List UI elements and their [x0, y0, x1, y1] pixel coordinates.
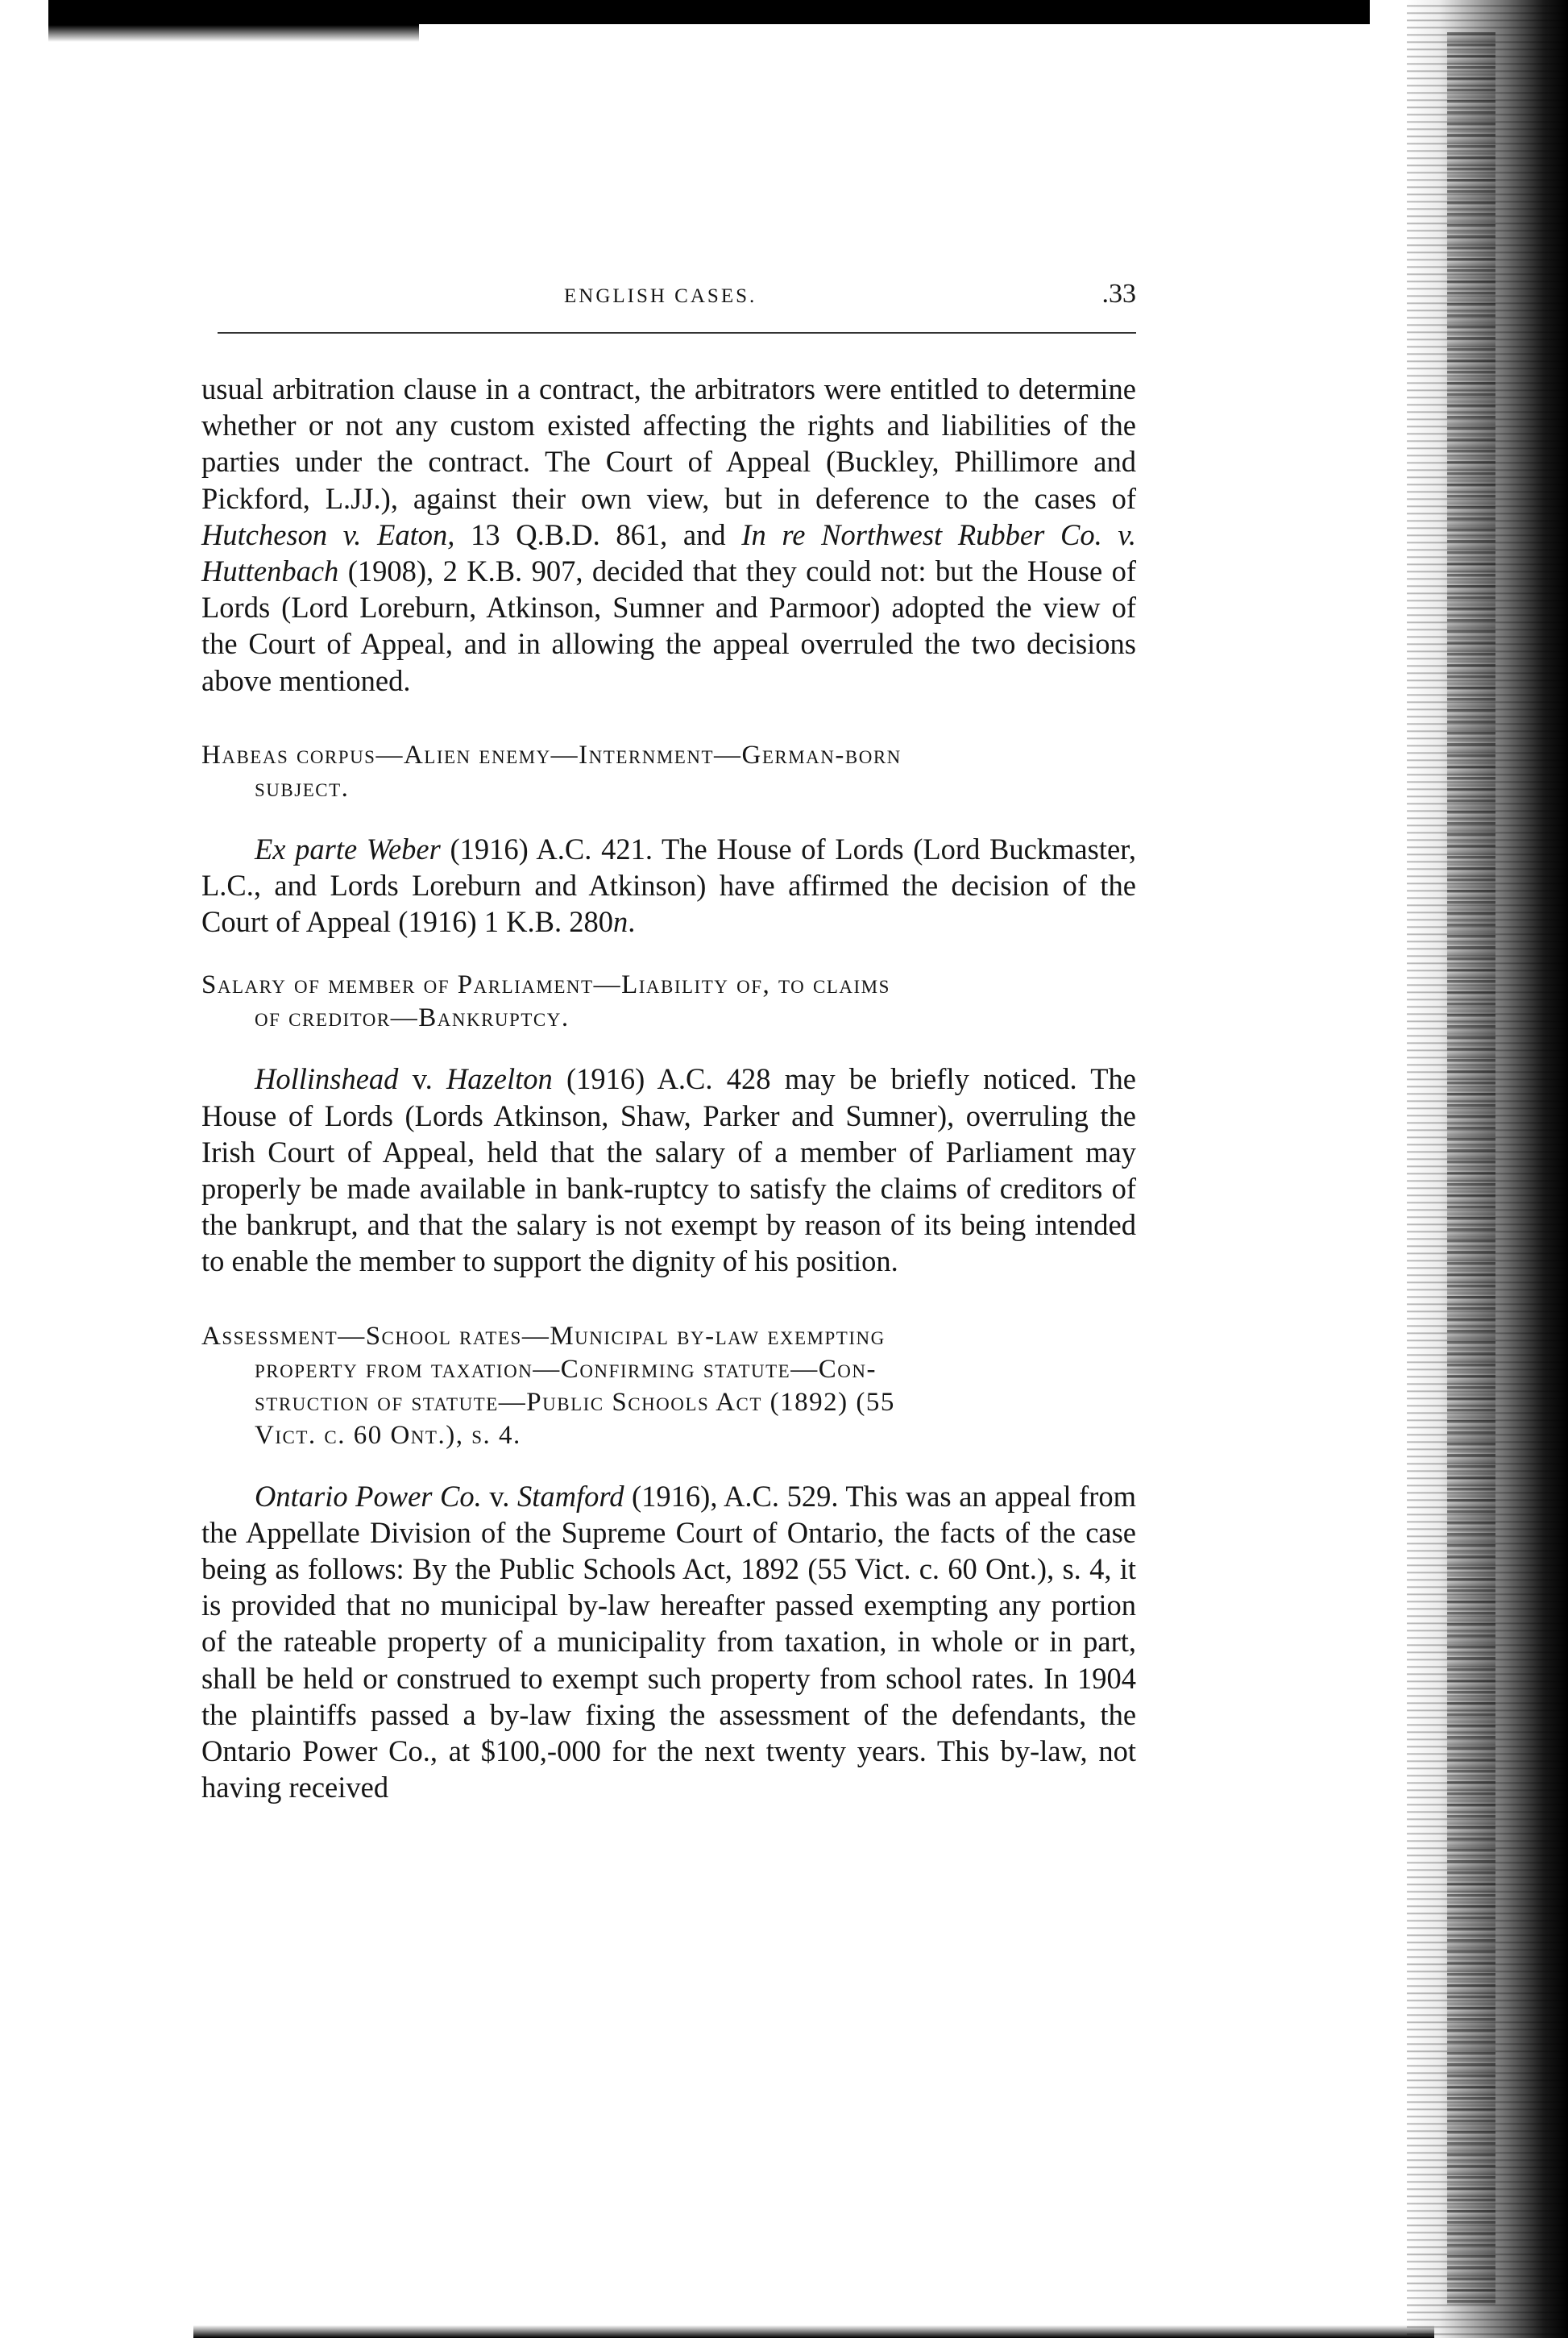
- case-name: Ontario Power Co.: [255, 1479, 482, 1513]
- book-page: [201, 274, 1137, 1804]
- header-rule: [218, 332, 1136, 334]
- scan-binding-shadow: [1447, 32, 1495, 2305]
- paragraph-ex-parte-weber: Ex parte Weber (1916) A.C. 421. The House of Lords (Lord Buckmaster, L.C., and Lords Loreburn and Atkinson) have affirmed the decision of the Court of Appeal (1916) 1 K.B. 280n.: [201, 832, 1137, 939]
- section-heading-salary-member: Salary of member of Parliament—Liability of, to claims of creditor—Bankruptcy.: [201, 970, 890, 1033]
- running-head: [201, 274, 1136, 322]
- section-heading-habeas-corpus: Habeas corpus—Alien enemy—Internment—German-born subject.: [201, 740, 902, 803]
- page-number: .33: [1101, 279, 1136, 309]
- paragraph-arbitration: usual arbitration clause in a contract, the arbitrators were entitled to determine whether or not any custom existed affecting the rights and liabilities of the parties under the contract. The Court of Appeal (Buckley, Phillimore and Pickford, L.JJ.), against their own view, but in deference to the cases of Hutcheson v. Eaton, 13 Q.B.D. 861, and In re Northwest Rubber Co. v. Huttenbach (1908), 2 K.B. 907, decided that they could not: but the House of Lords (Lord Loreburn, Atkinson, Sumner and Parmoor) adopted the view of the Court of Appeal, and in allowing the appeal overruled the two decisions above mentioned.: [201, 372, 1137, 697]
- case-name: Ex parte Weber: [255, 832, 441, 866]
- running-title: ENGLISH CASES.: [564, 285, 757, 307]
- scan-border-top-left: [48, 0, 419, 42]
- scan-border-bottom: [193, 2325, 1434, 2338]
- case-name: Stamford: [516, 1479, 624, 1513]
- page-body: [201, 371, 1136, 1805]
- case-name: Hazelton: [446, 1062, 553, 1096]
- case-name: Hollinshead: [255, 1062, 399, 1096]
- section-heading-assessment: Assessment—School rates—Municipal by-law exempting property from taxation—Confirming statute—Con- struction of statute—Public Schools Act (1892) (55 Vict. c. 60 Ont.), s. 4.: [201, 1321, 895, 1450]
- case-name: Hutcheson v. Eaton,: [201, 517, 455, 551]
- paragraph-ontario-power: Ontario Power Co. v. Stamford (1916), A.C. 529. This was an appeal from the Appellate Division of the Supreme Court of Ontario, the facts of the case being as follows: By the Public Schools Act, 1892 (55 Vict. c. 60 Ont.), s. 4, it is provided that no municipal by-law hereafter passed exempting any portion of the rateable property of a municipality from taxation, in whole or in part, shall be held or construed to exempt such property from school rates. In 1904 the plaintiffs passed a by-law fixing the assessment of the defendants, the Ontario Power Co., at $100,-000 for the next twenty years. This by-law, not having received: [201, 1479, 1137, 1804]
- paragraph-hollinshead: Hollinshead v. Hazelton (1916) A.C. 428 may be briefly noticed. The House of Lords (Lords Atkinson, Shaw, Parker and Sumner), overruling the Irish Court of Appeal, held that the salary of a member of Parliament may properly be made available in bank-ruptcy to satisfy the claims of creditors of the bankrupt, and that the salary is not exempt by reason of its being intended to enable the member to support the dignity of his position.: [201, 1062, 1137, 1278]
- case-name: In re Northwest Rubber Co. v. Huttenbach: [201, 517, 1136, 588]
